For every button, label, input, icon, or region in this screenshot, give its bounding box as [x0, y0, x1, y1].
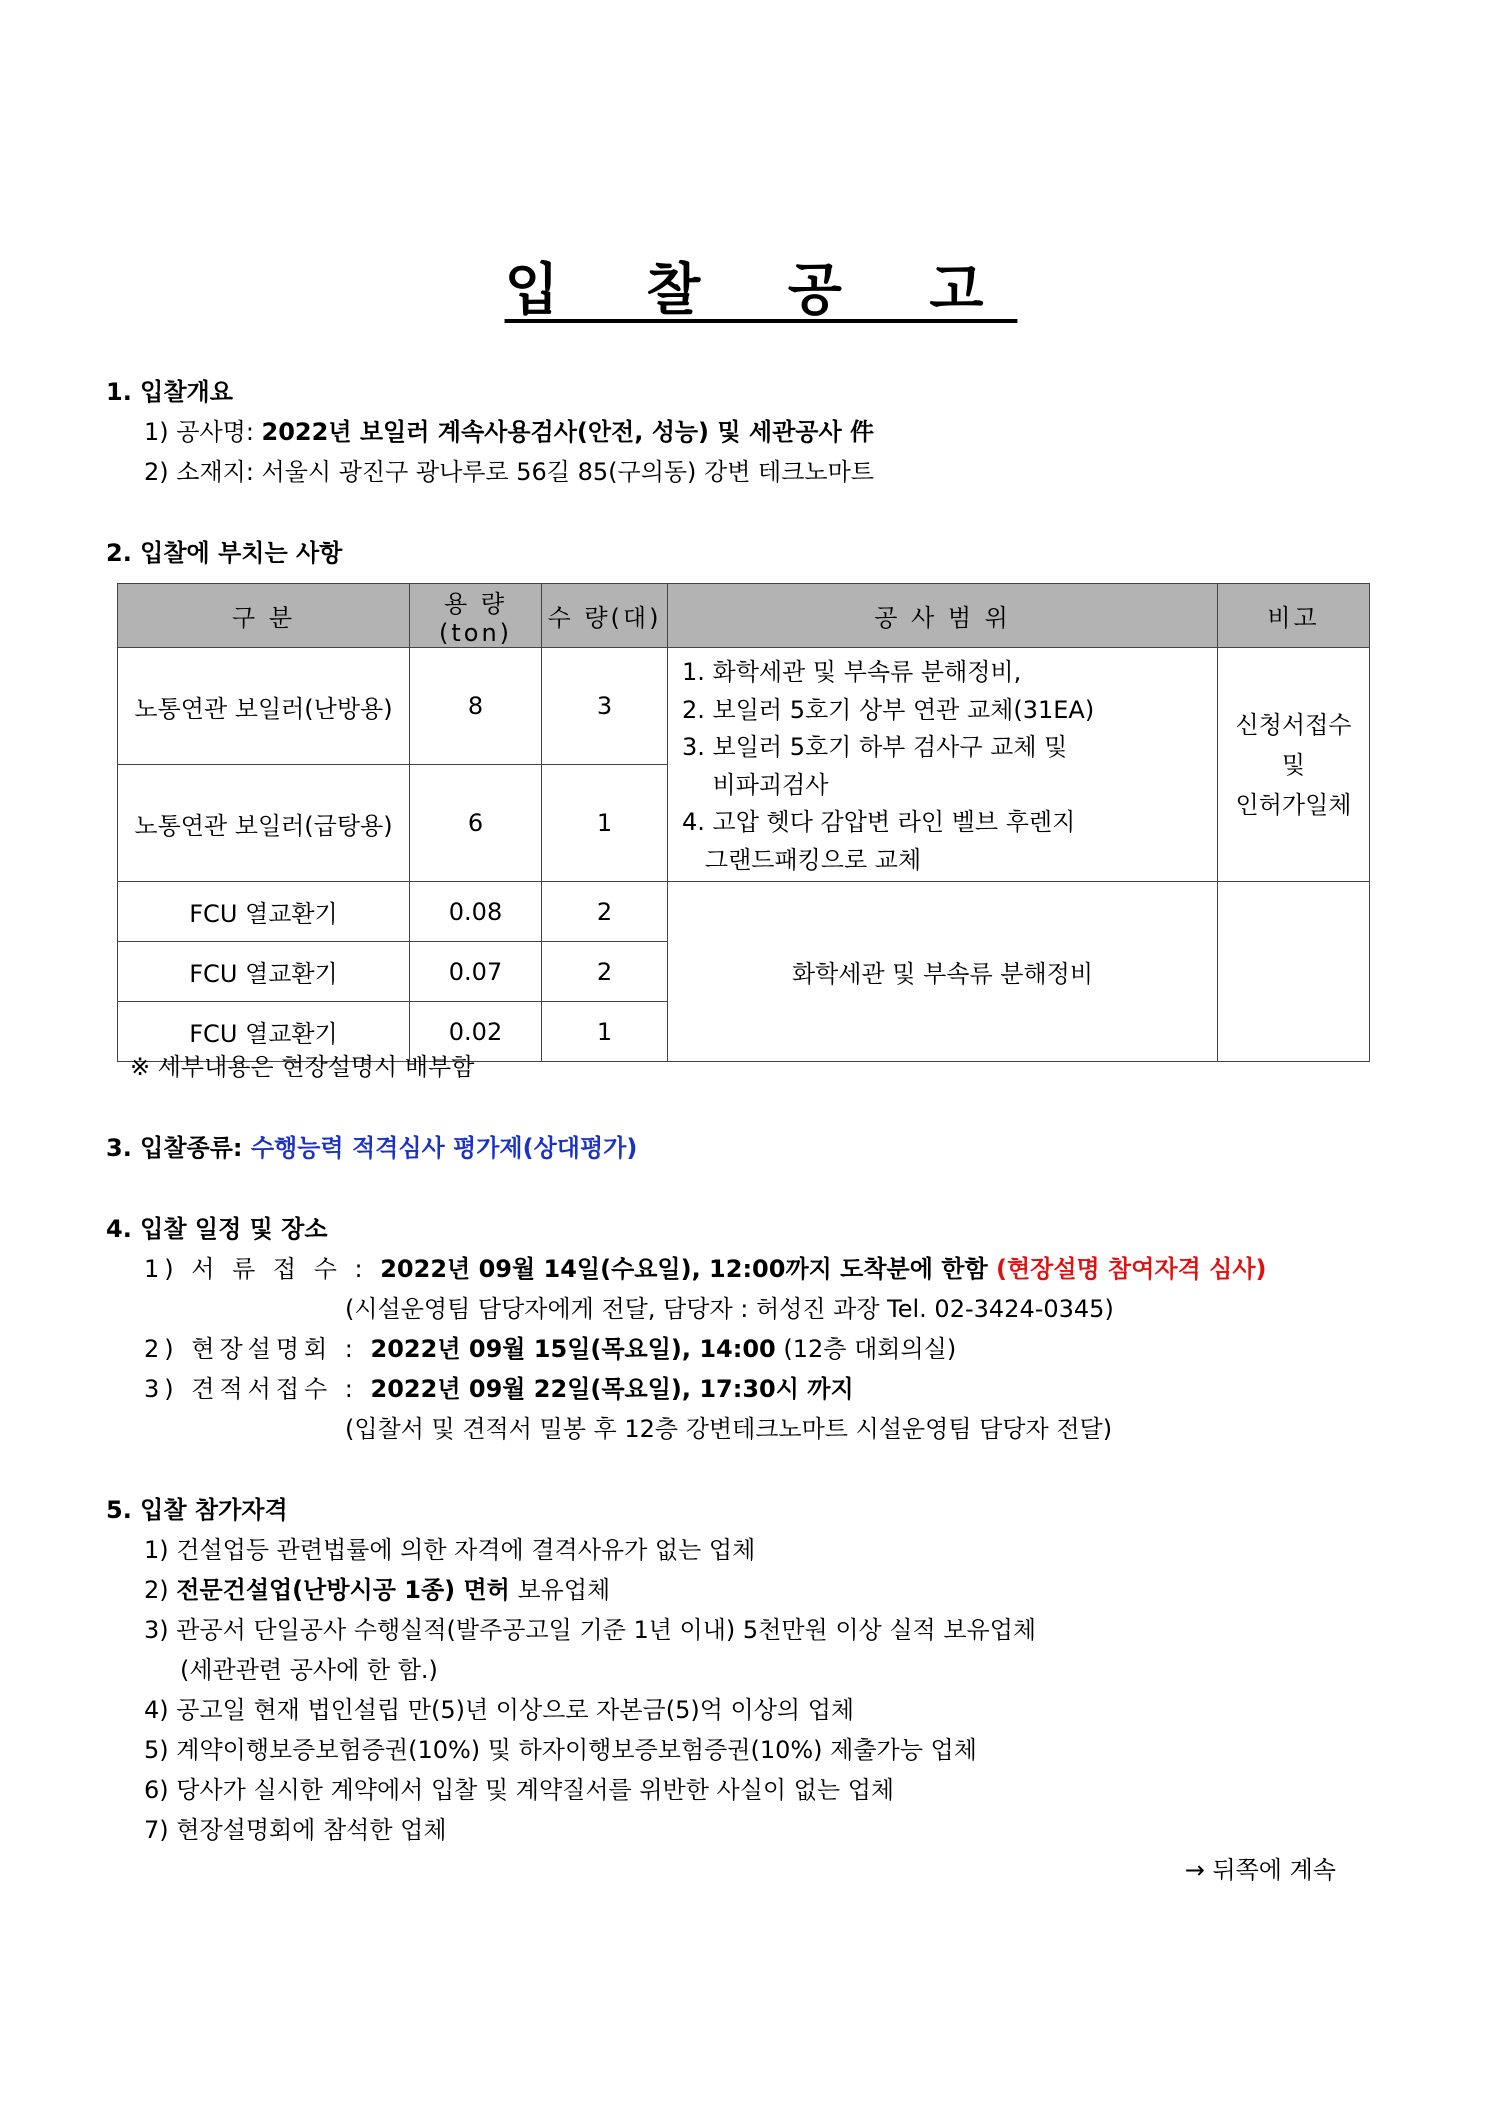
qualification-item: 5) 계약이행보증보험증권(10%) 및 하자이행보증보험증권(10%) 제출가능 업체: [144, 1736, 977, 1764]
quote-delivery-line: (입찰서 및 견적서 밀봉 후 12층 강변테크노마트 시설운영팀 담당자 전달): [345, 1415, 1113, 1443]
qualification-item-note: (세관관련 공사에 한 함.): [180, 1656, 438, 1684]
project-name-line: 1) 공사명: 2022년 보일러 계속사용검사(안전, 성능) 및 세관공사 件: [144, 418, 875, 446]
header-capacity: 용 량(ton): [410, 584, 542, 648]
boiler-scope-cell: [668, 648, 1218, 882]
section-5-heading: 5. 입찰 참가자격: [106, 1496, 288, 1524]
submission-contact-line: (시설운영팀 담당자에게 전달, 담당자 : 허성진 과장 Tel. 02-3424-0345): [345, 1295, 1114, 1323]
bid-type-value: 수행능력 적격심사 평가제(상대평가): [250, 1134, 638, 1162]
continued-note: → 뒤쪽에 계속: [1184, 1856, 1336, 1884]
row-capacity: 0.08: [410, 882, 542, 942]
document-submission-line: 1) 서 류 접 수 : 2022년 09월 14일(수요일), 12:00까지 도착분에 한함 (현장설명 참여자격 심사): [144, 1255, 1267, 1283]
section-1-heading: 1. 입찰개요: [106, 378, 233, 406]
qualification-item: 2) 전문건설업(난방시공 1종) 면허 보유업체: [144, 1576, 611, 1604]
scope-line: 2. 보일러 5호기 상부 연관 교체(31EA): [682, 695, 1095, 724]
table-row: [118, 882, 1370, 942]
qualification-item: 6) 당사가 실시한 계약에서 입찰 및 계약질서를 위반한 사실이 없는 업체: [144, 1776, 895, 1804]
qualification-item: 1) 건설업등 관련법률에 의한 자격에 결격사유가 없는 업체: [144, 1536, 756, 1564]
section-4-heading: 4. 입찰 일정 및 장소: [106, 1215, 328, 1243]
bid-items-table: [117, 583, 1370, 1062]
row-category: FCU 열교환기: [118, 882, 410, 942]
remark-line: 인허가일체: [1235, 790, 1352, 819]
row-quantity: 2: [542, 942, 668, 1002]
fcu-remark-cell: [1218, 882, 1370, 1062]
remark-cell: [1218, 648, 1370, 882]
row-quantity: 3: [542, 648, 668, 765]
scope-line: 그랜드패킹으로 교체: [682, 845, 922, 874]
qualification-item: 4) 공고일 현재 법인설립 만(5)년 이상으로 자본금(5)억 이상의 업체: [144, 1696, 855, 1724]
scope-line: 1. 화학세관 및 부속류 분해정비,: [682, 658, 1022, 686]
license-requirement: 전문건설업(난방시공 1종) 면허: [176, 1576, 510, 1604]
row-capacity: 6: [410, 765, 542, 882]
row-capacity: 0.07: [410, 942, 542, 1002]
scope-line: 3. 보일러 5호기 하부 검사구 교체 및: [682, 733, 1068, 761]
document-title: 입 찰 공 고: [504, 258, 1018, 323]
row-capacity: 8: [410, 648, 542, 765]
submission-deadline: 2022년 09월 14일(수요일), 12:00까지 도착분에 한함: [380, 1255, 996, 1283]
table-footnote: ※ 세부내용은 현장설명시 배부함: [130, 1053, 475, 1081]
scope-line: 4. 고압 헷다 감압변 라인 벨브 후렌지: [682, 808, 1076, 836]
fcu-scope-cell: 화학세관 및 부속류 분해정비: [668, 882, 1218, 1062]
table-row: [118, 648, 1370, 765]
header-scope: 공 사 범 위: [668, 584, 1218, 648]
remark-line: 및: [1281, 750, 1306, 779]
scope-line: 비파괴검사: [682, 770, 829, 799]
quote-deadline: 2022년 09월 22일(목요일), 17:30시 까지: [370, 1375, 854, 1403]
header-category: 구 분: [118, 584, 410, 648]
qualification-note: (현장설명 참여자격 심사): [996, 1255, 1267, 1283]
project-name: 2022년 보일러 계속사용검사(안전, 성능) 및 세관공사 件: [261, 418, 875, 446]
row-category: 노통연관 보일러(난방용): [118, 648, 410, 765]
qualification-item: 3) 관공서 단일공사 수행실적(발주공고일 기준 1년 이내) 5천만원 이상 실적 보유업체: [144, 1616, 1037, 1644]
location-line: 2) 소재지: 서울시 광진구 광나루로 56길 85(구의동) 강변 테크노마트: [144, 458, 874, 486]
row-quantity: 2: [542, 882, 668, 942]
site-briefing-date: 2022년 09월 15일(목요일), 14:00: [370, 1335, 776, 1363]
row-capacity: 0.02: [410, 1002, 542, 1062]
quote-submission-line: 3) 견적서접수 : 2022년 09월 22일(목요일), 17:30시 까지: [144, 1375, 854, 1403]
row-category: FCU 열교환기: [118, 1002, 410, 1062]
section-2-heading: 2. 입찰에 부치는 사항: [106, 539, 343, 567]
section-3-heading: 3. 입찰종류: 수행능력 적격심사 평가제(상대평가): [106, 1134, 638, 1162]
header-quantity: 수 량(대): [542, 584, 668, 648]
header-remark: 비고: [1218, 584, 1370, 648]
row-quantity: 1: [542, 1002, 668, 1062]
row-category: FCU 열교환기: [118, 942, 410, 1002]
site-briefing-line: 2) 현장설명회 : 2022년 09월 15일(목요일), 14:00 (12층 대회의실): [144, 1335, 957, 1363]
row-quantity: 1: [542, 765, 668, 882]
remark-line: 신청서접수: [1235, 710, 1352, 739]
table-header-row: [118, 584, 1370, 648]
row-category: 노통연관 보일러(급탕용): [118, 765, 410, 882]
qualification-item: 7) 현장설명회에 참석한 업체: [144, 1816, 447, 1844]
